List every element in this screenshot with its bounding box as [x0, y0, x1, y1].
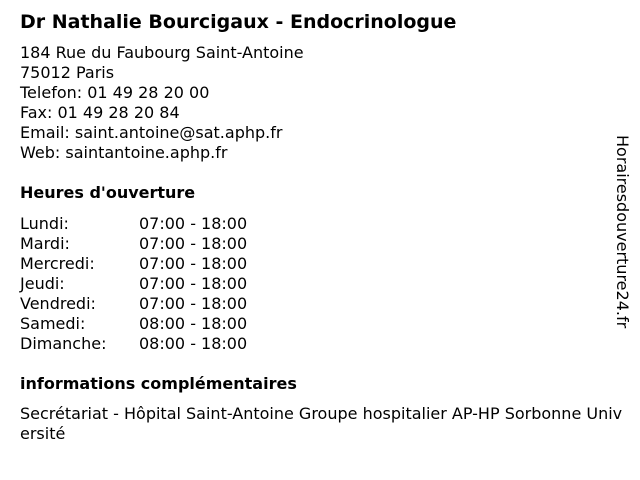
hours-day: Vendredi: [20, 294, 96, 313]
hours-table [20, 214, 620, 354]
hours-day: Lundi: [20, 214, 69, 233]
hours-row-wednesday [20, 254, 620, 274]
email-address: Email: saint.antoine@sat.aphp.fr [20, 123, 283, 142]
phone-number: Telefon: 01 49 28 20 00 [20, 83, 210, 102]
hours-day: Dimanche: [20, 334, 107, 353]
hours-time: 07:00 - 18:00 [139, 214, 248, 233]
hours-heading: Heures d'ouverture [20, 183, 196, 202]
hours-day: Mardi: [20, 234, 70, 253]
hours-time: 07:00 - 18:00 [139, 234, 248, 253]
contact-block [20, 43, 620, 163]
hours-day: Samedi: [20, 314, 86, 333]
hours-row-thursday [20, 274, 620, 294]
website: Web: saintantoine.aphp.fr [20, 143, 228, 162]
hours-row-monday [20, 214, 620, 234]
fax-number: Fax: 01 49 28 20 84 [20, 103, 180, 122]
hours-row-tuesday [20, 234, 620, 254]
extra-info-text: Secrétariat - Hôpital Saint-Antoine Groupe hospitalier AP-HP Sorbonne Université [20, 404, 623, 443]
hours-time: 08:00 - 18:00 [139, 314, 248, 333]
hours-row-sunday [20, 334, 620, 354]
hours-row-friday [20, 294, 620, 314]
page-title: Dr Nathalie Bourcigaux - Endocrinologue [20, 11, 457, 33]
site-watermark: Horairesdouverture24.fr [613, 135, 632, 329]
hours-time: 07:00 - 18:00 [139, 254, 248, 273]
hours-time: 08:00 - 18:00 [139, 334, 248, 353]
hours-time: 07:00 - 18:00 [139, 274, 248, 293]
extra-info-heading: informations complémentaires [20, 374, 297, 393]
hours-day: Mercredi: [20, 254, 95, 273]
hours-day: Jeudi: [20, 274, 65, 293]
address-city: 75012 Paris [20, 63, 115, 82]
hours-row-saturday [20, 314, 620, 334]
address-street: 184 Rue du Faubourg Saint-Antoine [20, 43, 304, 62]
hours-time: 07:00 - 18:00 [139, 294, 248, 313]
